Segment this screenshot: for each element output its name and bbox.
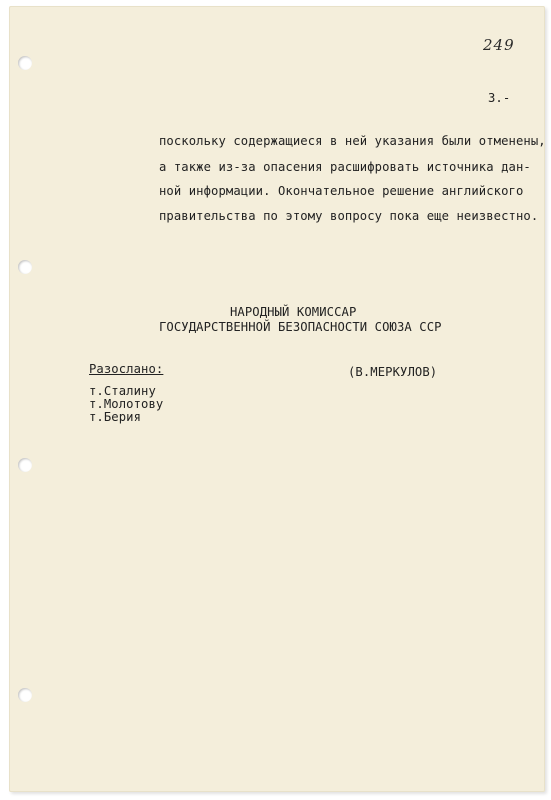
recipient: т.Берия <box>89 410 142 424</box>
body-line: а также из-за опасения расшифровать источника дан- <box>159 160 531 174</box>
signatory-title-line2: ГОСУДАРСТВЕННОЙ БЕЗОПАСНОСТИ СОЮЗА ССР <box>159 320 442 334</box>
distribution-heading: Разослано: <box>89 362 164 376</box>
body-line: поскольку содержащиеся в ней указания были отменены, <box>159 134 546 148</box>
punch-hole <box>18 56 32 70</box>
signatory-title-line1: НАРОДНЫЙ КОМИССАР <box>230 305 357 319</box>
folio-number: 249 <box>483 36 515 54</box>
punch-hole <box>18 688 32 702</box>
punch-hole <box>18 458 32 472</box>
recipient: т.Сталину <box>89 384 156 398</box>
body-line: ной информации. Окончательное решение английского <box>159 184 524 198</box>
signatory-name: (В.МЕРКУЛОВ) <box>348 365 438 379</box>
document-sheet <box>9 6 545 792</box>
body-line: правительства по этому вопросу пока еще неизвестно. <box>159 209 539 223</box>
recipient: т.Молотову <box>89 397 164 411</box>
punch-hole <box>18 260 32 274</box>
page-marker: 3.- <box>488 91 511 105</box>
